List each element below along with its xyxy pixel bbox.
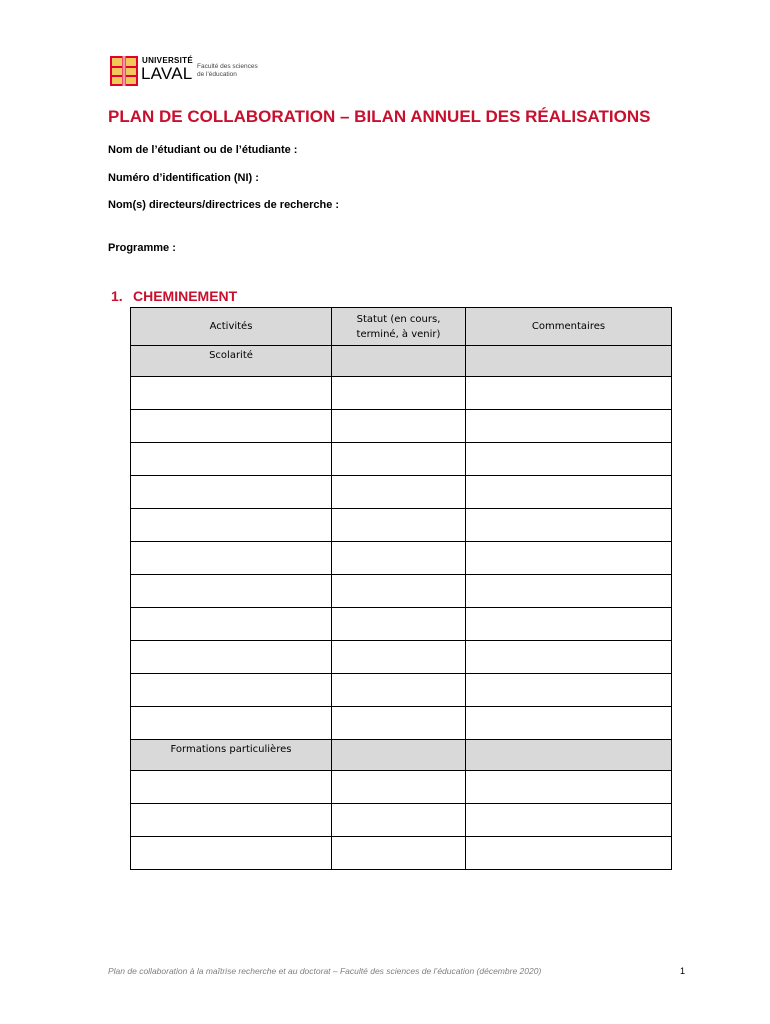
status-cell[interactable] <box>332 707 466 740</box>
table-header-row <box>131 308 672 346</box>
group-header-row <box>131 346 672 377</box>
activity-cell[interactable] <box>131 443 332 476</box>
header-status-line-2: terminé, à venir) <box>356 328 441 340</box>
header-activities: Activités <box>131 308 332 346</box>
footer-text: Plan de collaboration à la maîtrise recherche et au doctorat – Faculté des sciences de l’éducation (décembre 2020) <box>108 966 542 976</box>
comment-cell[interactable] <box>466 443 672 476</box>
table-row <box>131 641 672 674</box>
comment-cell[interactable] <box>466 476 672 509</box>
header-status <box>332 308 466 346</box>
status-cell[interactable] <box>332 674 466 707</box>
activity-cell[interactable] <box>131 804 332 837</box>
status-cell[interactable] <box>332 476 466 509</box>
comment-cell[interactable] <box>466 771 672 804</box>
table-row <box>131 674 672 707</box>
status-cell[interactable] <box>332 608 466 641</box>
status-cell[interactable] <box>332 542 466 575</box>
table-row <box>131 608 672 641</box>
status-cell[interactable] <box>332 410 466 443</box>
universite-laval-logo <box>110 54 260 88</box>
field-program: Programme : <box>108 242 176 254</box>
activity-cell[interactable] <box>131 837 332 870</box>
table-row <box>131 410 672 443</box>
group-label: Formations particulières <box>131 740 332 771</box>
comment-cell[interactable] <box>466 575 672 608</box>
comment-cell[interactable] <box>466 641 672 674</box>
status-cell[interactable] <box>332 575 466 608</box>
table-row <box>131 575 672 608</box>
activity-cell[interactable] <box>131 410 332 443</box>
cheminement-table <box>130 307 672 870</box>
table-row <box>131 377 672 410</box>
table-row <box>131 476 672 509</box>
activity-cell[interactable] <box>131 771 332 804</box>
group-header-empty-cell <box>466 346 672 377</box>
comment-cell[interactable] <box>466 707 672 740</box>
comment-cell[interactable] <box>466 377 672 410</box>
activity-cell[interactable] <box>131 542 332 575</box>
group-label: Scolarité <box>131 346 332 377</box>
table-row <box>131 542 672 575</box>
activity-cell[interactable] <box>131 575 332 608</box>
page-number: 1 <box>680 966 686 976</box>
activity-cell[interactable] <box>131 377 332 410</box>
field-directors: Nom(s) directeurs/directrices de recherche : <box>108 199 340 211</box>
activity-cell[interactable] <box>131 476 332 509</box>
section-title: CHEMINEMENT <box>133 288 238 304</box>
field-student-name: Nom de l’étudiant ou de l’étudiante : <box>108 144 298 156</box>
table-row <box>131 804 672 837</box>
table-row <box>131 707 672 740</box>
activity-cell[interactable] <box>131 641 332 674</box>
status-cell[interactable] <box>332 509 466 542</box>
comment-cell[interactable] <box>466 804 672 837</box>
comment-cell[interactable] <box>466 410 672 443</box>
status-cell[interactable] <box>332 804 466 837</box>
comment-cell[interactable] <box>466 542 672 575</box>
status-cell[interactable] <box>332 443 466 476</box>
group-header-row <box>131 740 672 771</box>
group-header-empty-cell <box>332 346 466 377</box>
section-number: 1. <box>111 288 123 304</box>
header-status-line-1: Statut (en cours, <box>356 313 441 325</box>
comment-cell[interactable] <box>466 509 672 542</box>
logo-faculty-line-2: de l'éducation <box>197 71 237 78</box>
status-cell[interactable] <box>332 377 466 410</box>
comment-cell[interactable] <box>466 837 672 870</box>
status-cell[interactable] <box>332 771 466 804</box>
comment-cell[interactable] <box>466 608 672 641</box>
crest-icon <box>110 56 138 86</box>
table-row <box>131 443 672 476</box>
table-row <box>131 837 672 870</box>
logo-faculty-line-1: Faculté des sciences <box>197 63 258 70</box>
activity-cell[interactable] <box>131 509 332 542</box>
activity-cell[interactable] <box>131 608 332 641</box>
field-id-number: Numéro d’identification (NI) : <box>108 172 259 184</box>
group-header-empty-cell <box>466 740 672 771</box>
header-comments: Commentaires <box>466 308 672 346</box>
status-cell[interactable] <box>332 641 466 674</box>
activity-cell[interactable] <box>131 674 332 707</box>
group-header-empty-cell <box>332 740 466 771</box>
table-row <box>131 509 672 542</box>
section-heading <box>111 288 237 304</box>
activity-cell[interactable] <box>131 707 332 740</box>
logo-line-1: UNIVERSITÉ <box>142 56 194 65</box>
status-cell[interactable] <box>332 837 466 870</box>
document-title: PLAN DE COLLABORATION – BILAN ANNUEL DES RÉALISATIONS <box>108 107 651 126</box>
logo-line-2: LAVAL <box>141 64 193 83</box>
comment-cell[interactable] <box>466 674 672 707</box>
table-row <box>131 771 672 804</box>
